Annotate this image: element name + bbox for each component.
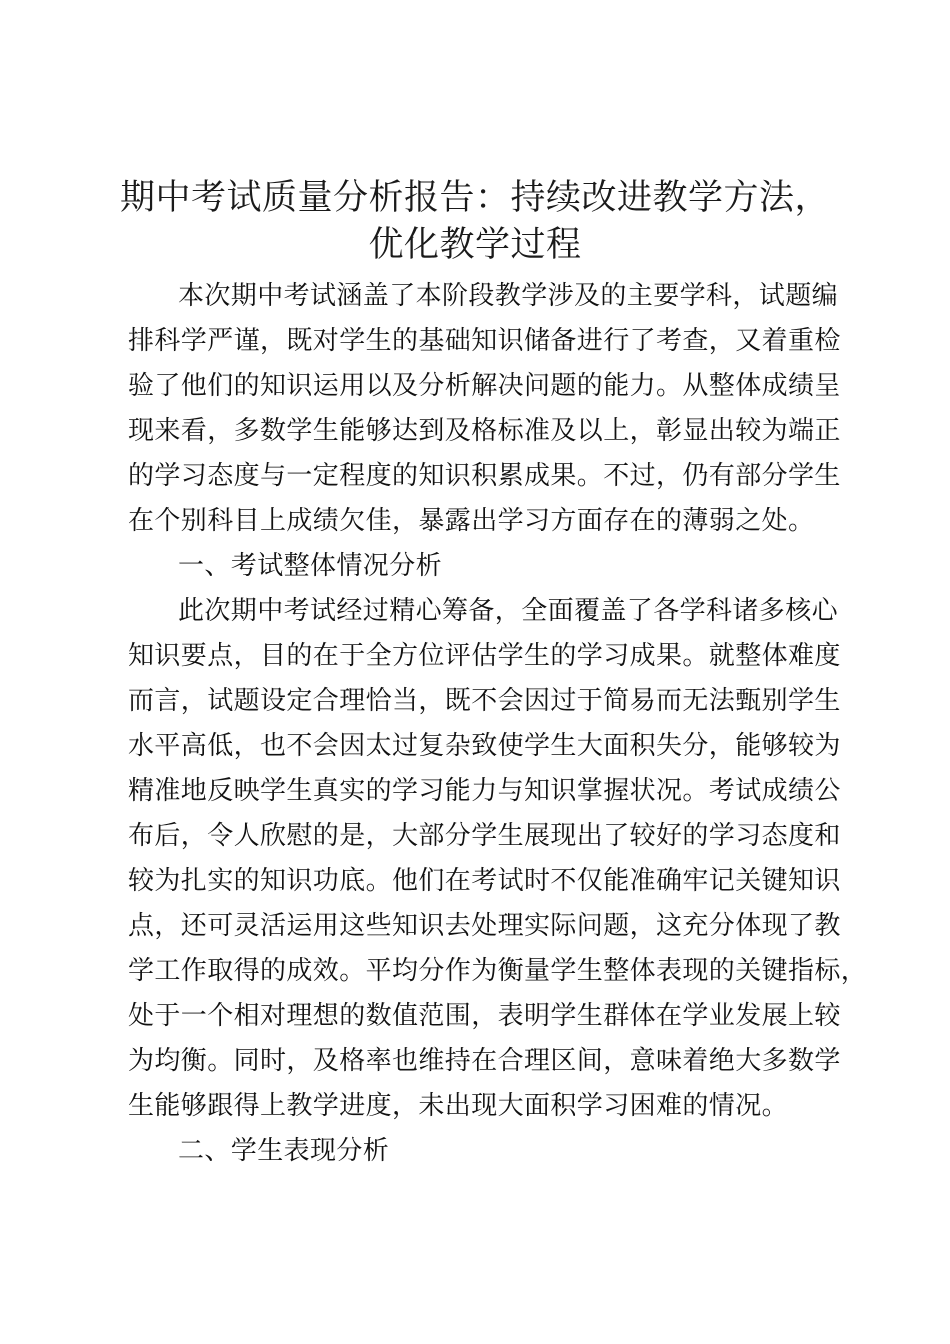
paragraph-line: 精准地反映学生真实的学习能力与知识掌握状况。考试成绩公: [128, 776, 841, 806]
paragraph-line: 验了他们的知识运用以及分析解决问题的能力。从整体成绩呈: [128, 371, 841, 401]
document-title-line-2: 优化教学过程: [368, 225, 582, 265]
paragraph-line: 水平高低，也不会因太过复杂致使学生大面积失分，能够较为: [128, 731, 841, 761]
section-heading-1: 一、考试整体情况分析: [178, 551, 443, 581]
paragraph-line: 生能够跟得上教学进度，未出现大面积学习困难的情况。: [128, 1091, 789, 1121]
paragraph-line: 点，还可灵活运用这些知识去处理实际问题，这充分体现了教: [128, 911, 841, 941]
paragraph-line: 知识要点，目的在于全方位评估学生的学习成果。就整体难度: [128, 641, 841, 671]
section-heading-2: 二、学生表现分析: [178, 1136, 390, 1166]
paragraph-line: 而言，试题设定合理恰当，既不会因过于简易而无法甄别学生: [128, 686, 841, 716]
paragraph-line: 排科学严谨，既对学生的基础知识储备进行了考查，又着重检: [128, 326, 841, 356]
paragraph-line: 在个别科目上成绩欠佳，暴露出学习方面存在的薄弱之处。: [128, 506, 815, 536]
paragraph-line: 本次期中考试涵盖了本阶段教学涉及的主要学科，试题编: [178, 281, 839, 311]
paragraph-line: 此次期中考试经过精心筹备，全面覆盖了各学科诸多核心: [178, 596, 839, 626]
paragraph-line: 学工作取得的成效。平均分作为衡量学生整体表现的关键指标，: [128, 956, 868, 986]
paragraph-line: 布后，令人欣慰的是，大部分学生展现出了较好的学习态度和: [128, 821, 841, 851]
paragraph-line: 为均衡。同时，及格率也维持在合理区间，意味着绝大多数学: [128, 1046, 841, 1076]
paragraph-line: 现来看，多数学生能够达到及格标准及以上，彰显出较为端正: [128, 416, 841, 446]
paragraph-line: 较为扎实的知识功底。他们在考试时不仅能准确牢记关键知识: [128, 866, 841, 896]
paragraph-line: 的学习态度与一定程度的知识积累成果。不过，仍有部分学生: [128, 461, 841, 491]
document-title-line-1: 期中考试质量分析报告：持续改进教学方法，: [120, 178, 831, 218]
paragraph-line: 处于一个相对理想的数值范围，表明学生群体在学业发展上较: [128, 1001, 841, 1031]
